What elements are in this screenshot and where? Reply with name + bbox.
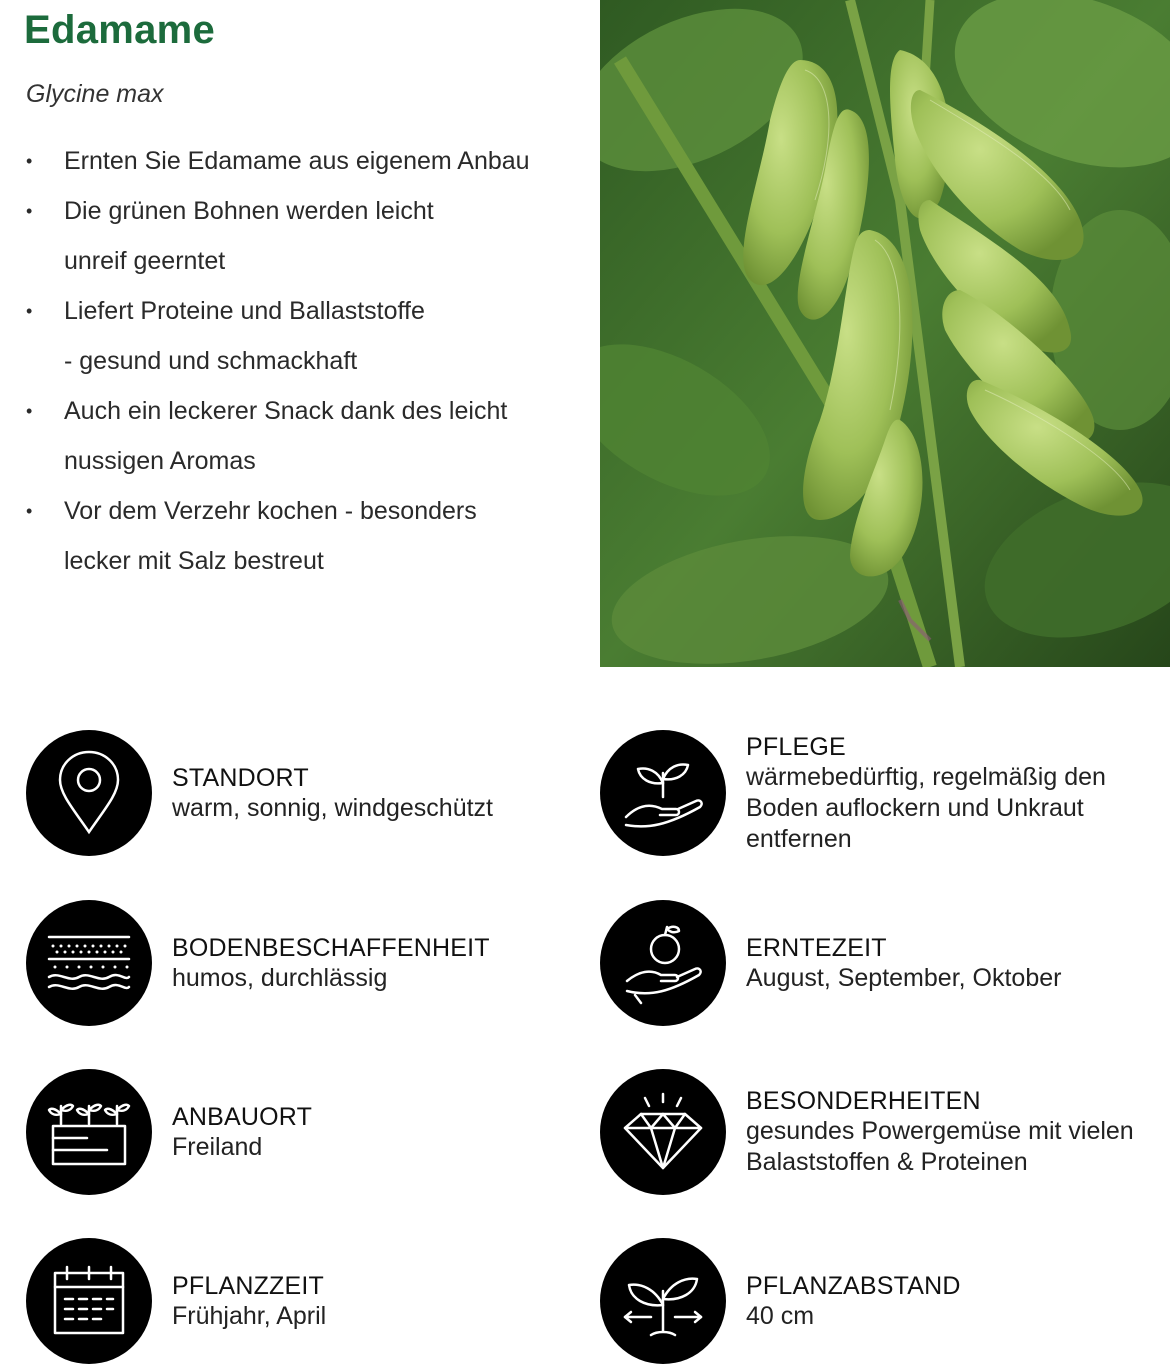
bullet-item: • Auch ein leckerer Snack dank des leicht bbox=[26, 397, 508, 425]
feature-bullet-list bbox=[24, 136, 584, 586]
feature-label: STANDORT bbox=[172, 763, 309, 792]
feature-pflege bbox=[600, 730, 1165, 856]
feature-value: Freiland bbox=[172, 1132, 263, 1161]
seedling-hand-icon bbox=[600, 730, 726, 856]
feature-value: humos, durchlässig bbox=[172, 963, 388, 992]
feature-label: PFLANZABSTAND bbox=[746, 1271, 961, 1300]
feature-value: wärmebedürftig, regelmäßig den Boden auflockern und Unkraut entfernen bbox=[746, 762, 1106, 853]
soil-layers-icon bbox=[26, 900, 152, 1026]
feature-label: PFLEGE bbox=[746, 732, 846, 761]
bullet-item-continued: unreif geerntet bbox=[64, 247, 226, 275]
diamond-icon bbox=[600, 1069, 726, 1195]
bullet-item-continued: - gesund und schmackhaft bbox=[64, 347, 358, 375]
feature-value: August, September, Oktober bbox=[746, 963, 1062, 992]
product-title: Edamame bbox=[24, 8, 216, 52]
calendar-icon bbox=[26, 1238, 152, 1364]
bullet-item: • Vor dem Verzehr kochen - besonders bbox=[26, 497, 477, 525]
bullet-item: • Ernten Sie Edamame aus eigenem Anbau bbox=[26, 147, 530, 175]
feature-erntezeit bbox=[600, 900, 1165, 1026]
feature-besonderheiten bbox=[600, 1069, 1165, 1195]
feature-value: Frühjahr, April bbox=[172, 1301, 327, 1330]
feature-value: warm, sonnig, windgeschützt bbox=[172, 793, 493, 822]
feature-standort bbox=[26, 730, 586, 856]
feature-anbauort bbox=[26, 1069, 586, 1195]
feature-value: 40 cm bbox=[746, 1301, 815, 1330]
location-pin-icon bbox=[26, 730, 152, 856]
planter-box-icon bbox=[26, 1069, 152, 1195]
plant-spacing-icon bbox=[600, 1238, 726, 1364]
feature-label: ANBAUORT bbox=[172, 1102, 313, 1131]
bullet-item: • Die grünen Bohnen werden leicht bbox=[26, 197, 434, 225]
feature-label: BODENBESCHAFFENHEIT bbox=[172, 933, 490, 962]
fruit-hand-icon bbox=[600, 900, 726, 1026]
feature-bodenbeschaffenheit bbox=[26, 900, 586, 1026]
feature-value: gesundes Powergemüse mit vielen Balaststoffen & Proteinen bbox=[746, 1117, 1134, 1176]
bullet-item-continued: nussigen Aromas bbox=[64, 447, 256, 475]
bullet-item: • Liefert Proteine und Ballaststoffe bbox=[26, 297, 425, 325]
feature-label: PFLANZZEIT bbox=[172, 1271, 325, 1300]
feature-pflanzabstand bbox=[600, 1238, 1165, 1364]
feature-label: ERNTEZEIT bbox=[746, 933, 887, 962]
bullet-item-continued: lecker mit Salz bestreut bbox=[64, 547, 324, 575]
edamame-photo bbox=[600, 0, 1170, 667]
feature-pflanzzeit bbox=[26, 1238, 586, 1364]
botanical-name: Glycine max bbox=[26, 80, 164, 108]
feature-label: BESONDERHEITEN bbox=[746, 1087, 981, 1115]
